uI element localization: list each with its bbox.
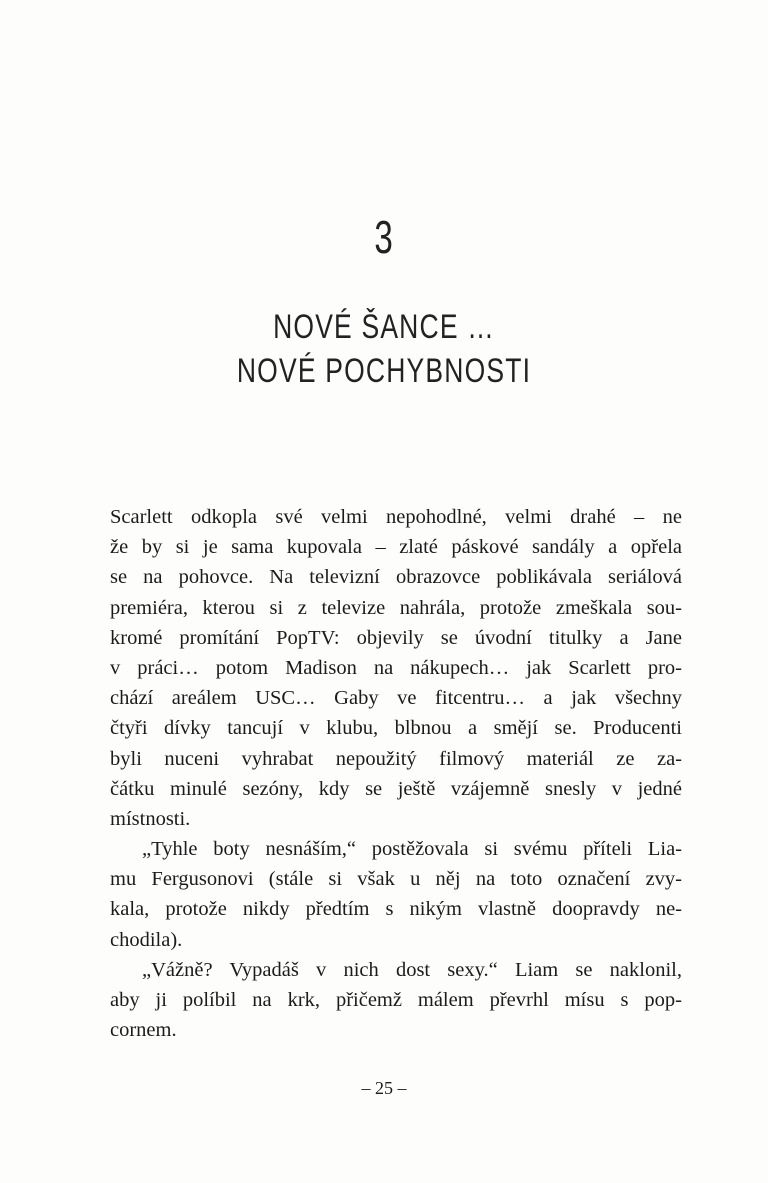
text-line: aby ji políbil na krk, přičemž málem převrhl mísu s pop- [110,989,682,1011]
text-line: chodila). [110,928,183,951]
text-line: cornem. [110,1019,177,1042]
chapter-number: 3 [374,211,394,263]
text-line: byli nuceni vyhrabat nepoužitý filmový materiál ze za- [110,747,682,770]
text-line: premiéra, kterou si z televize nahrála, protože zmeškala sou- [110,596,682,619]
text-line: chází areálem USC… Gaby ve fitcentru… a jak všechny [110,687,682,710]
text-line: kromé promítání PopTV: objevily se úvodní titulky a Jane [110,626,682,649]
text-line: čátku minulé sezóny, kdy se ještě vzájemně snesly v jedné [110,777,682,800]
chapter-title-line-2: NOVÉ POCHYBNOSTI [236,352,532,390]
text-line: „Vážně? Vypadáš v nich dost sexy.“ Liam se naklonil, [142,958,682,981]
text-line: místnosti. [110,807,191,830]
text-line: se na pohovce. Na televizní obrazovce poblikávala seriálová [110,566,682,589]
text-line: že by si je sama kupovala – zlaté páskové sandály a opřela [110,536,682,559]
text-line: čtyři dívky tancují v klubu, blbnou a smějí se. Producenti [110,717,682,740]
text-line: kala, protože nikdy předtím s nikým vlastně doopravdy ne- [110,898,682,921]
text-line: mu Fergusonovi (stále si však u něj na toto označení zvy- [110,868,682,891]
text-line: Scarlett odkopla své velmi nepohodlné, velmi drahé – ne [110,506,682,528]
text-line: „Tyhle boty nesnáším,“ postěžovala si svému příteli Lia- [142,838,682,861]
text-line: v práci… potom Madison na nákupech… jak Scarlett pro- [110,656,682,679]
chapter-title-line-1: NOVÉ ŠANCE … [273,308,495,346]
body-text [110,502,682,1045]
page-number: – 25 – [361,1078,407,1098]
chapter-title [162,305,607,393]
